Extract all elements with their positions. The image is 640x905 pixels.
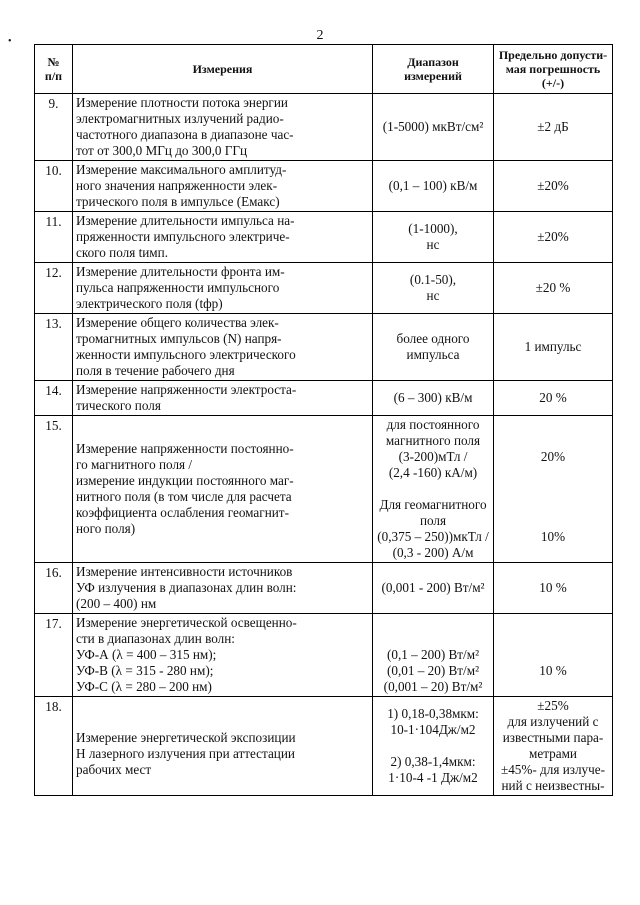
permissible-error-line: ±20 % [535,280,571,295]
measurements-table [34,44,613,796]
measurement-name-line: тического поля [76,398,161,413]
header-range-line: Диапазон [407,55,459,69]
measurement-name-line: измерение индукции постоянного маг- [76,473,294,488]
measurement-name-line: пряженности импульсного электриче- [76,229,290,244]
measurement-name-line: тромагнитных импульсов (N) напря- [76,331,282,346]
measurement-name-line: Измерение общего количества элек- [76,315,279,330]
permissible-error-line: 10 % [539,663,567,678]
permissible-error [494,263,613,314]
table-header-row [35,45,613,94]
measurement-range [373,161,494,212]
permissible-error [494,614,613,697]
measurement-range [373,416,494,563]
header-error-line: мая погрешность [505,62,601,76]
header-num-line: № [47,55,60,69]
measurement-name-line: УФ-С (λ = 280 – 200 нм) [76,679,212,694]
measurement-range [373,94,494,161]
measurement-range-line: для постоянного [386,417,480,432]
measurement-range [373,212,494,263]
measurement-name-line: коэффициента ослабления геомагнит- [76,505,289,520]
measurement-name [73,314,373,381]
measurement-range-line: нс [426,288,440,303]
measurement-range-line: 1·10-4 -1 Дж/м2 [388,770,478,785]
measurement-name-line: УФ-А (λ = 400 – 315 нм); [76,647,217,662]
measurement-range-line: более одного [396,331,470,346]
permissible-error-line: ±20% [537,178,569,193]
table-row [35,381,613,416]
measurement-name-line: женности импульсного электрического [76,347,296,362]
measurement-name-line: тот от 300,0 МГц до 300,0 ГГц [76,143,248,158]
measurement-range-line: (0,375 – 250))мкТл / [377,529,489,544]
measurement-range [373,563,494,614]
measurement-range-line: (2,4 -160) кА/м) [388,465,478,480]
header-error-line: (+/-) [541,76,565,90]
measurement-name-line: Измерение интенсивности источников [76,564,293,579]
measurement-name-line: Измерение плотности потока энергии [76,95,288,110]
permissible-error [494,563,613,614]
permissible-error-line: ±45%- для излуче- [500,762,606,777]
table-row [35,263,613,314]
measurement-range-line: (1-1000), [408,221,458,236]
measurement-range-line: (0,01 – 20) Вт/м² [386,663,480,678]
measurement-name-line: Измерение напряженности постоянно- [76,441,294,456]
measurement-range-line: нс [426,237,440,252]
row-number: 12. [35,263,73,314]
header-range-line: измерений [404,69,462,83]
measurement-range-line: 1) 0,18-0,38мкм: [387,706,479,721]
row-number: 17. [35,614,73,697]
permissible-error-line: ±25% [537,698,569,713]
table-row [35,697,613,796]
measurement-name-line: Измерение максимального амплитуд- [76,162,287,177]
measurement-name-line: Измерение напряженности электроста- [76,382,297,397]
measurement-name-line: ного значения напряженности элек- [76,178,278,193]
measurement-name-line: трического поля в импульсе (Емакс) [76,194,280,209]
measurement-name-line: го магнитного поля / [76,457,193,472]
measurement-name-line: Измерение длительности фронта им- [76,264,285,279]
permissible-error-line: ±2 дБ [537,119,569,134]
measurement-name-line: Измерение энергетической экспозиции [76,730,296,745]
table-row [35,212,613,263]
row-number: 11. [35,212,73,263]
permissible-error [494,381,613,416]
measurement-name [73,212,373,263]
measurement-range [373,697,494,796]
permissible-error-line: 10% [540,529,566,544]
measurement-name [73,381,373,416]
measurement-name-line: рабочих мест [76,762,152,777]
row-number: 13. [35,314,73,381]
measurement-name-line: электрического поля (tфр) [76,296,223,311]
row-number: 18. [35,697,73,796]
measurement-name-line: Измерение энергетической освещенно- [76,615,297,630]
header-measurement: Измерения [73,45,373,94]
measurement-name-line: (200 – 400) нм [76,596,157,611]
permissible-error-line: ±20% [537,229,569,244]
page-number: 2 [316,28,324,43]
measurement-name-line: УФ-В (λ = 315 - 280 нм); [76,663,214,678]
measurement-name-line: сти в диапазонах длин волн: [76,631,235,646]
permissible-error-line: 1 импульс [524,339,582,354]
table-row [35,416,613,563]
measurement-range-line: (0,1 – 200) Вт/м² [386,647,480,662]
measurement-range-line: 10-1·104Дж/м2 [390,722,476,737]
header-range [373,45,494,94]
measurement-name-line: нитного поля (в том числе для расчета [76,489,292,504]
header-num [35,45,73,94]
permissible-error [494,94,613,161]
header-num-line: п/п [44,69,63,83]
measurement-range-line: поля [419,513,447,528]
measurement-range-line: Для геомагнитного [379,497,487,512]
header-error-line: Предельно допусти- [498,48,608,62]
measurement-name-line: электромагнитных излучений радио- [76,111,284,126]
measurement-range-line: магнитного поля [385,433,481,448]
permissible-error-line: известными пара- [502,730,604,745]
measurement-range-line: (0,001 - 200) Вт/м² [381,580,485,595]
row-number: 16. [35,563,73,614]
permissible-error [494,314,613,381]
measurement-range-line: (1-5000) мкВт/см² [382,119,484,134]
permissible-error-line: для излучений с [507,714,599,729]
table-row [35,161,613,212]
table-row [35,94,613,161]
permissible-error-line: 10 % [539,580,567,595]
permissible-error-line: 20 % [539,390,567,405]
measurement-range-line: (0.1-50), [409,272,457,287]
table-row [35,314,613,381]
measurement-name [73,263,373,314]
permissible-error [494,161,613,212]
header-error [494,45,613,94]
permissible-error-line: ний с неизвестны- [501,778,605,793]
row-number: 10. [35,161,73,212]
permissible-error [494,697,613,796]
measurement-name-line: Измерение длительности импульса на- [76,213,295,228]
measurement-range-line: 2) 0,38-1,4мкм: [390,754,476,769]
row-number: 15. [35,416,73,563]
measurement-range [373,263,494,314]
permissible-error [494,416,613,563]
measurement-name [73,416,373,563]
measurement-name [73,697,373,796]
measurement-range [373,314,494,381]
permissible-error [494,212,613,263]
measurement-name-line: частотного диапазона в диапазоне час- [76,127,294,142]
measurement-name [73,614,373,697]
permissible-error-line: метрами [529,746,577,761]
measurement-range-line: (0,3 - 200) А/м [392,545,474,560]
measurement-name [73,94,373,161]
measurement-range-line: (0,001 – 20) Вт/м² [383,679,483,694]
measurement-name-line: ского поля tимп. [76,245,168,260]
measurement-name-line: поля в течение рабочего дня [76,363,235,378]
row-number: 9. [35,94,73,161]
measurement-name-line: УФ излучения в диапазонах длин волн: [76,580,297,595]
measurement-name [73,563,373,614]
measurement-range-line: (6 – 300) кВ/м [393,390,473,405]
permissible-error-line: 20% [540,449,566,464]
measurement-name-line: пульса напряженности импульсного [76,280,280,295]
measurement-range-line: (3-200)мТл / [398,449,468,464]
measurement-range [373,614,494,697]
measurement-range [373,381,494,416]
margin-mark: • [8,36,12,47]
table-row [35,614,613,697]
measurement-name-line: H лазерного излучения при аттестации [76,746,295,761]
row-number: 14. [35,381,73,416]
measurement-range-line: импульса [406,347,460,362]
table-row [35,563,613,614]
measurement-name-line: ного поля) [76,521,136,536]
measurement-range-line: (0,1 – 100) кВ/м [388,178,478,193]
measurement-name [73,161,373,212]
